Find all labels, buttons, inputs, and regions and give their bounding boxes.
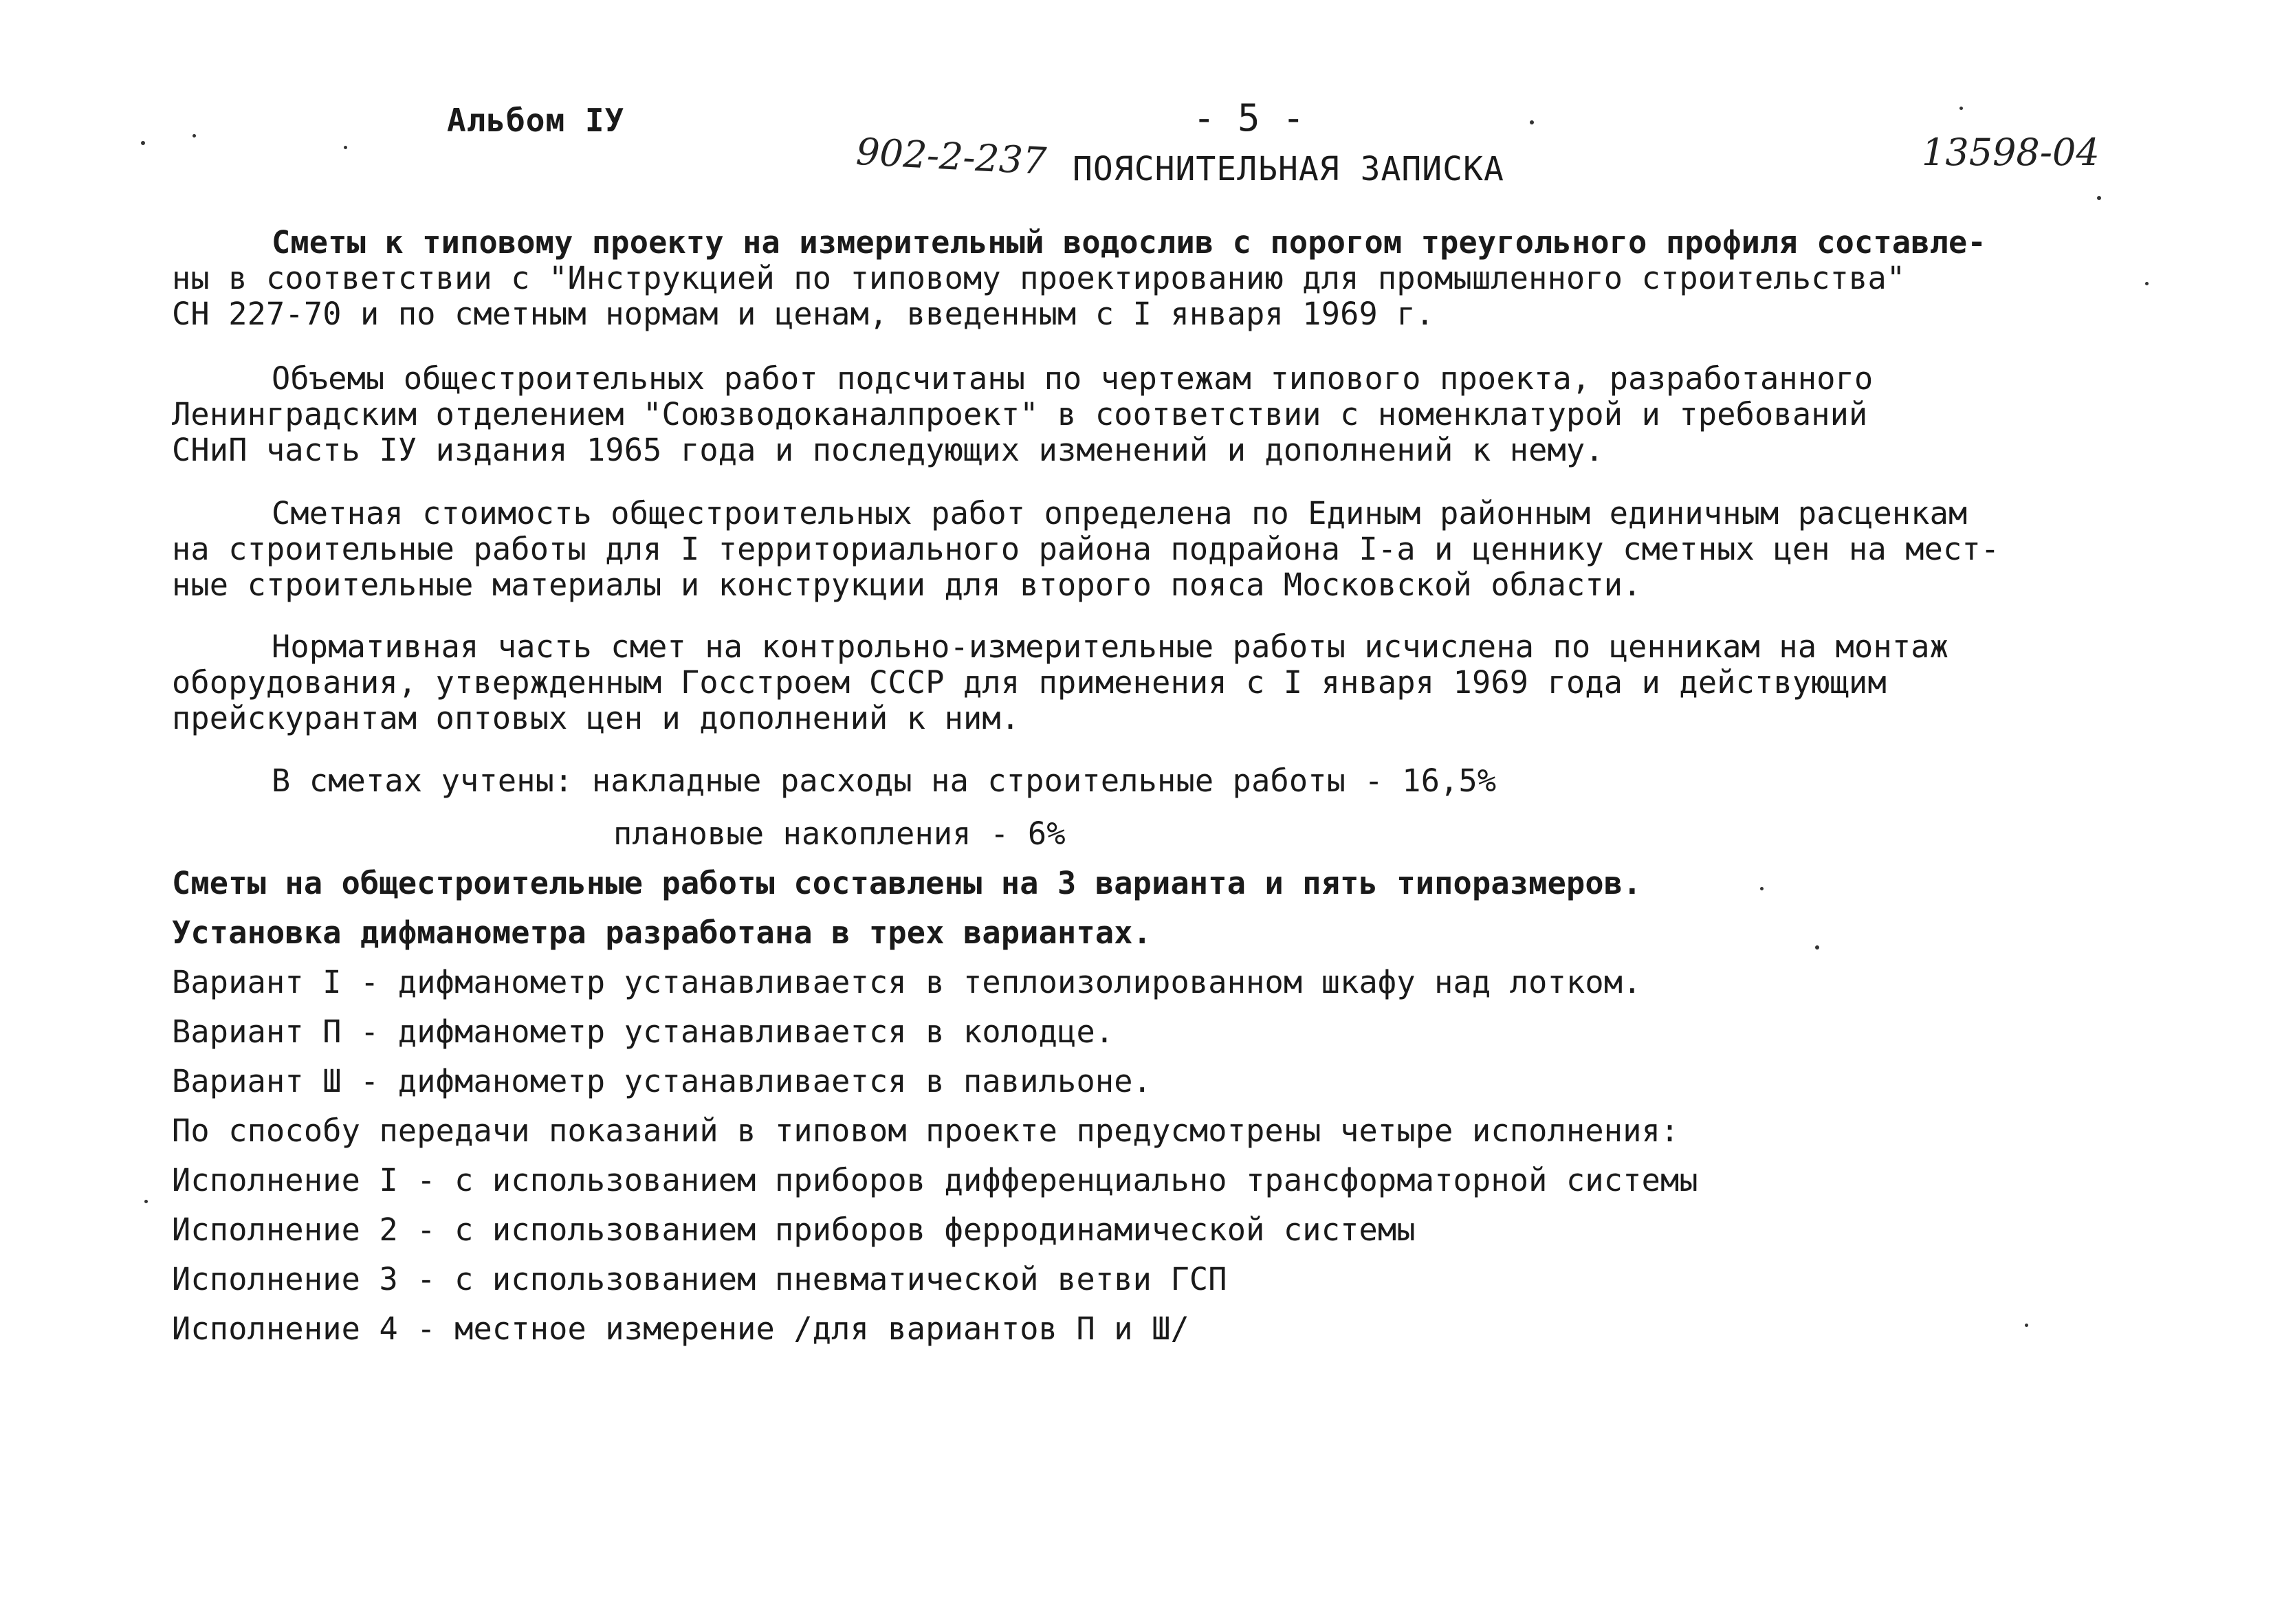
overheads-line: В сметах учтены: накладные расходы на строительные работы - 16,5% [272,762,1497,799]
paragraph-line: Сметная стоимость общестроительных работ определена по Единым районным единичным расценкам [272,495,1968,531]
document-number-handwritten: 13598-04 [1922,131,2100,174]
variant-1-line: Вариант I - дифманометр устанавливается в теплоизолированном шкафу над лотком. [172,964,1642,1000]
variant-2-line: Вариант П - дифманометр устанавливается в колодце. [172,1013,1114,1050]
scan-speck [141,141,145,145]
scan-speck [1815,945,1819,950]
album-label: Альбом IУ [447,102,625,139]
execution-4-line: Исполнение 4 - местное измерение /для вариантов П и Ш/ [172,1310,1189,1347]
paragraph-line: на строительные работы для I территориального района подрайона I-а и ценнику сметных цен на мест- [172,531,2000,567]
variant-3-line: Вариант Ш - дифманометр устанавливается в павильоне. [172,1063,1152,1099]
execution-2-line: Исполнение 2 - с использованием приборов ферродинамической системы [172,1211,1416,1248]
scan-speck [2025,1324,2028,1327]
paragraph-line: СНиП часть IУ издания 1965 года и последующих изменений и дополнений к нему. [172,432,1604,468]
scan-speck [144,1200,148,1203]
planned-accumulation-line: плановые накопления - 6% [613,815,1066,852]
paragraph-line: Объемы общестроительных работ подсчитаны по чертежам типового проекта, разработанного [272,360,1874,397]
installation-variants-line: Установка дифманометра разработана в трех вариантах. [172,914,1152,951]
scan-speck [1760,887,1764,890]
scan-speck [2145,282,2149,285]
execution-1-line: Исполнение I - с использованием приборов дифференциально трансформаторной системы [172,1162,1698,1198]
document-title: ПОЯСНИТЕЛЬНАЯ ЗАПИСКА [1073,150,1504,188]
scan-speck [1530,120,1534,124]
paragraph-line: прейскурантам оптовых цен и дополнений к ним. [172,700,1020,736]
paragraph-line: Нормативная часть смет на контрольно-измерительные работы исчислена по ценникам на монтаж [272,628,1949,665]
execution-intro-line: По способу передачи показаний в типовом проекте предусмотрены четыре исполнения: [172,1112,1680,1149]
scan-speck [193,134,196,138]
scan-speck [2097,196,2101,200]
paragraph-line: ны в соответствии с "Инструкцией по типовому проектированию для промышленного строительства" [172,260,1906,296]
scan-speck [1959,107,1963,110]
paragraph-line: оборудования, утвержденным Госстроем СССР для применения с I января 1969 года и действующим [172,664,1887,701]
paragraph-line: ные строительные материалы и конструкции для второго пояса Московской области. [172,567,1642,603]
estimate-variants-line: Сметы на общестроительные работы составлены на 3 варианта и пять типоразмеров. [172,865,1642,901]
execution-3-line: Исполнение 3 - с использованием пневматической ветви ГСП [172,1261,1227,1297]
scan-speck [344,146,347,149]
page-number: - 5 - [1193,96,1305,140]
paragraph-line: Сметы к типовому проекту на измерительный водослив с порогом треугольного профиля составле- [272,224,1986,261]
paragraph-line: Ленинградским отделением "Союзводоканалпроект" в соответствии с номенклатурой и требований [172,396,1868,432]
paragraph-line: СН 227-70 и по сметным нормам и ценам, введенным с I января 1969 г. [172,296,1435,332]
project-code-handwritten: 902-2-237 [855,129,1048,184]
